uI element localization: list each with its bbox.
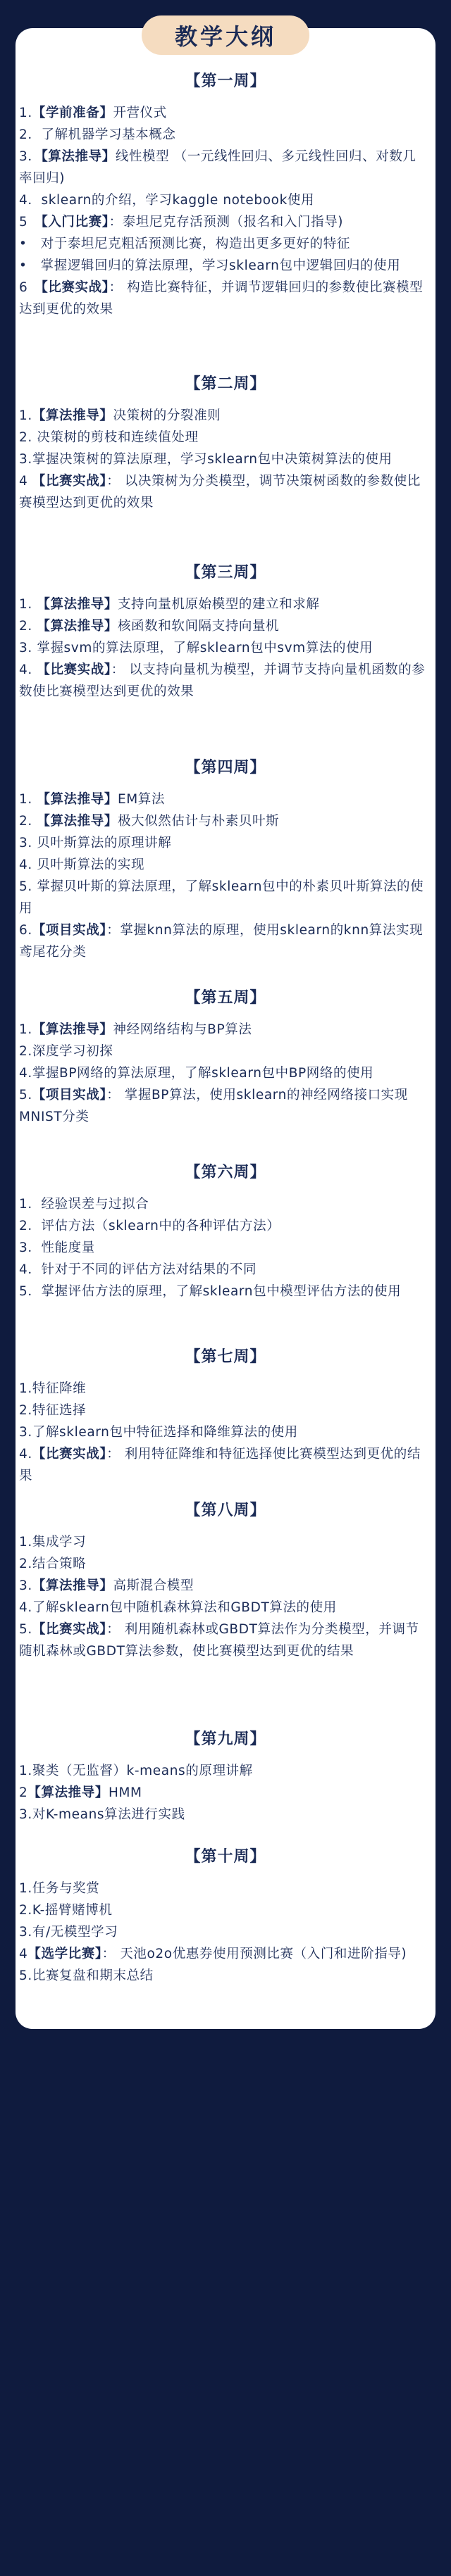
item-text: 线性模型 （一元线性回归、多元线性回归、对数几率回归) bbox=[19, 149, 416, 186]
item-number: 6 bbox=[19, 280, 42, 295]
week-items bbox=[16, 1019, 435, 1128]
week-section bbox=[16, 1727, 435, 1826]
item-text: 对K-means算法进行实践 bbox=[32, 1807, 185, 1822]
syllabus-item bbox=[19, 102, 427, 124]
week-title: 【第二周】 bbox=[185, 375, 266, 393]
syllabus-item bbox=[19, 1421, 427, 1443]
week-items bbox=[16, 593, 435, 703]
syllabus-item bbox=[19, 1597, 427, 1619]
syllabus-item bbox=[19, 124, 427, 146]
syllabus-item bbox=[19, 1575, 427, 1597]
item-text: K-摇臂赌博机 bbox=[32, 1903, 113, 1918]
syllabus-item bbox=[19, 1899, 427, 1921]
item-text: 深度学习初探 bbox=[32, 1044, 113, 1059]
syllabus-item bbox=[19, 1237, 427, 1259]
item-text: 针对于不同的评估方法对结果的不同 bbox=[41, 1262, 257, 1277]
item-text: EM算法 bbox=[117, 792, 166, 807]
item-number: 1. bbox=[19, 1881, 32, 1896]
item-text: 结合策略 bbox=[32, 1557, 87, 1571]
item-text: ： 以决策树为分类模型，调节决策树函数的参数使比赛模型达到更优的效果 bbox=[19, 474, 421, 510]
item-number: 2. bbox=[19, 1903, 32, 1918]
item-number: 3． bbox=[19, 1240, 42, 1255]
week-items bbox=[16, 1878, 435, 1987]
item-text: ： 掌握BP算法，使用sklearn的神经网络接口实现MNIST分类 bbox=[19, 1088, 408, 1124]
syllabus-item bbox=[19, 470, 427, 514]
item-tag: 【选学比赛】 bbox=[27, 1947, 102, 1961]
syllabus-item bbox=[19, 1782, 427, 1804]
item-text: ： 利用随机森林或GBDT算法作为分类模型，并调节随机森林或GBDT算法参数，使比赛模型达到更优的结果 bbox=[19, 1622, 419, 1659]
item-number: 5. bbox=[19, 1622, 32, 1637]
item-text: ： 以支持向量机为模型，并调节支持向量机函数的参数使比赛模型达到更优的效果 bbox=[19, 662, 426, 699]
item-number: 2． bbox=[19, 127, 42, 142]
item-text: 支持向量机原始模型的建立和求解 bbox=[117, 597, 320, 612]
item-text: HMM bbox=[108, 1785, 142, 1800]
item-text: 决策树的分裂准则 bbox=[113, 408, 221, 423]
item-text: 比赛复盘和期末总结 bbox=[32, 1968, 154, 1983]
item-text: 开营仪式 bbox=[113, 106, 167, 120]
item-tag: 【入门比赛】 bbox=[41, 215, 109, 230]
week-title: 【第一周】 bbox=[185, 73, 266, 90]
syllabus-item bbox=[19, 405, 427, 427]
item-tag: 【算法推导】 bbox=[41, 149, 116, 164]
item-number: 4． bbox=[19, 193, 42, 208]
week-title: 【第五周】 bbox=[185, 989, 266, 1007]
syllabus-item bbox=[19, 427, 427, 448]
syllabus-item bbox=[19, 637, 427, 659]
item-number: 1. bbox=[19, 597, 37, 612]
item-number: 5． bbox=[19, 1284, 42, 1299]
syllabus-item bbox=[19, 1878, 427, 1899]
item-tag: 【算法推导】 bbox=[27, 1785, 109, 1800]
item-tag: 【项目实战】 bbox=[32, 1088, 107, 1102]
item-number: 2. bbox=[19, 1044, 32, 1059]
item-tag: 【算法推导】 bbox=[37, 597, 118, 612]
syllabus-item bbox=[19, 1259, 427, 1281]
item-text: 了解sklearn包中随机森林算法和GBDT算法的使用 bbox=[32, 1600, 337, 1615]
item-number: 1． bbox=[19, 1197, 42, 1212]
item-number: 1. bbox=[19, 1535, 32, 1550]
item-text: 任务与奖赏 bbox=[32, 1881, 100, 1896]
item-text: ：掌握knn算法的原理，使用sklearn的knn算法实现鸢尾花分类 bbox=[19, 923, 424, 960]
syllabus-item bbox=[19, 1553, 427, 1575]
item-text: 掌握评估方法的原理，了解sklearn包中模型评估方法的使用 bbox=[41, 1284, 402, 1299]
week-title: 【第四周】 bbox=[185, 759, 266, 777]
item-number: 4. bbox=[19, 1066, 32, 1081]
syllabus-item bbox=[19, 1400, 427, 1421]
item-number: 1. bbox=[19, 1381, 32, 1396]
week-title: 【第六周】 bbox=[185, 1164, 266, 1181]
item-number: 3. bbox=[19, 1807, 32, 1822]
syllabus-item bbox=[19, 233, 427, 255]
week-items bbox=[16, 405, 435, 514]
item-number: 1. bbox=[19, 1764, 32, 1778]
item-text: 有/无模型学习 bbox=[32, 1925, 118, 1940]
item-number: 6. bbox=[19, 923, 32, 938]
week-items bbox=[16, 1378, 435, 1487]
item-text: 特征降维 bbox=[32, 1381, 87, 1396]
syllabus-item bbox=[19, 1041, 427, 1062]
item-number: 4 bbox=[19, 474, 32, 489]
item-text: 特征选择 bbox=[32, 1403, 87, 1418]
syllabus-item bbox=[19, 832, 427, 854]
syllabus-item bbox=[19, 615, 427, 637]
item-text: 了解sklearn包中特征选择和降维算法的使用 bbox=[32, 1425, 298, 1440]
item-tag: 【算法推导】 bbox=[37, 619, 118, 634]
syllabus-item bbox=[19, 1531, 427, 1553]
item-number: • bbox=[19, 258, 41, 273]
item-number: 3. bbox=[19, 836, 32, 850]
item-text: 掌握BP网络的算法原理，了解sklearn包中BP网络的使用 bbox=[32, 1066, 374, 1081]
item-tag: 【比赛实战】 bbox=[37, 662, 111, 677]
syllabus-item bbox=[19, 1019, 427, 1041]
week-section bbox=[16, 986, 435, 1128]
syllabus-item bbox=[19, 1215, 427, 1237]
item-tag: 【算法推导】 bbox=[32, 1022, 113, 1037]
syllabus-item bbox=[19, 189, 427, 211]
syllabus-item bbox=[19, 1921, 427, 1943]
item-text: ： 利用特征降维和特征选择使比赛模型达到更优的结果 bbox=[19, 1447, 421, 1483]
item-number: 3． bbox=[19, 149, 42, 164]
item-number: 2. bbox=[19, 1403, 32, 1418]
item-text: ： 构造比赛特征，并调节逻辑回归的参数使比赛模型达到更优的效果 bbox=[19, 280, 424, 317]
syllabus-item bbox=[19, 255, 427, 277]
week-items bbox=[16, 102, 435, 320]
item-tag: 【算法推导】 bbox=[32, 1578, 113, 1593]
week-title: 【第八周】 bbox=[185, 1502, 266, 1519]
item-number: 4. bbox=[19, 857, 32, 872]
syllabus-item bbox=[19, 1084, 427, 1128]
item-text: 核函数和软间隔支持向量机 bbox=[117, 619, 280, 634]
syllabus-item bbox=[19, 1760, 427, 1782]
item-number: 1. bbox=[19, 408, 32, 423]
week-items bbox=[16, 1531, 435, 1662]
item-text: 了解机器学习基本概念 bbox=[41, 127, 176, 142]
item-number: 2. bbox=[19, 430, 32, 445]
item-number: 4. bbox=[19, 662, 37, 677]
week-section bbox=[16, 1345, 435, 1487]
item-tag: 【算法推导】 bbox=[37, 814, 118, 829]
item-text: 对于泰坦尼克粗活预测比赛，构造出更多更好的特征 bbox=[40, 237, 350, 251]
syllabus-item bbox=[19, 1965, 427, 1987]
syllabus-item bbox=[19, 1619, 427, 1662]
week-title: 【第三周】 bbox=[185, 564, 266, 582]
item-text: 掌握贝叶斯的算法原理，了解sklearn包中的朴素贝叶斯算法的使用 bbox=[19, 879, 424, 916]
item-number: 3. bbox=[19, 641, 37, 655]
item-text: 神经网络结构与BP算法 bbox=[113, 1022, 252, 1037]
item-text: 贝叶斯算法的实现 bbox=[32, 857, 145, 872]
page-title: 教学大纲 bbox=[142, 15, 309, 55]
item-number: 2. bbox=[19, 619, 37, 634]
syllabus-item bbox=[19, 1443, 427, 1487]
item-text: 贝叶斯算法的原理讲解 bbox=[32, 836, 172, 850]
bottom-background bbox=[0, 2029, 451, 2576]
item-number: 4. bbox=[19, 1447, 32, 1462]
item-text: 掌握逻辑回归的算法原理，学习sklearn包中逻辑回归的使用 bbox=[40, 258, 401, 273]
item-number: 1. bbox=[19, 792, 37, 807]
item-number: 3. bbox=[19, 1425, 32, 1440]
week-items bbox=[16, 1193, 435, 1302]
item-text: sklearn的介绍，学习kaggle notebook使用 bbox=[41, 193, 315, 208]
item-text: 决策树的剪枝和连续值处理 bbox=[32, 430, 199, 445]
item-number: 3. bbox=[19, 452, 32, 467]
item-text: 极大似然估计与朴素贝叶斯 bbox=[117, 814, 280, 829]
week-title: 【第九周】 bbox=[185, 1730, 266, 1748]
week-items bbox=[16, 1760, 435, 1826]
item-number: • bbox=[19, 237, 41, 251]
item-number: 5. bbox=[19, 1968, 32, 1983]
week-title: 【第十周】 bbox=[185, 1848, 266, 1866]
week-title: 【第七周】 bbox=[185, 1348, 266, 1366]
syllabus-item bbox=[19, 876, 427, 919]
item-text: 掌握svm的算法原理，了解sklearn包中svm算法的使用 bbox=[37, 641, 373, 655]
syllabus-item bbox=[19, 277, 427, 320]
syllabus-item bbox=[19, 1062, 427, 1084]
item-tag: 【比赛实战】 bbox=[41, 280, 109, 295]
item-number: 4． bbox=[19, 1262, 42, 1277]
week-items bbox=[16, 788, 435, 963]
item-text: 掌握决策树的算法原理，学习sklearn包中决策树算法的使用 bbox=[32, 452, 393, 467]
item-number: 2. bbox=[19, 814, 37, 829]
week-section bbox=[16, 1160, 435, 1302]
item-number: 1. bbox=[19, 106, 32, 120]
syllabus-item bbox=[19, 1193, 427, 1215]
item-tag: 【算法推导】 bbox=[32, 408, 113, 423]
syllabus-item bbox=[19, 919, 427, 963]
item-number: 2 bbox=[19, 1785, 28, 1800]
item-text: 集成学习 bbox=[32, 1535, 87, 1550]
syllabus-item bbox=[19, 146, 427, 189]
syllabus-item bbox=[19, 593, 427, 615]
item-number: 3. bbox=[19, 1925, 32, 1940]
item-number: 1. bbox=[19, 1022, 32, 1037]
item-text: 聚类（无监督）k-means的原理讲解 bbox=[32, 1764, 253, 1778]
week-section bbox=[16, 560, 435, 703]
syllabus-item bbox=[19, 659, 427, 703]
item-tag: 【比赛实战】 bbox=[32, 1447, 107, 1462]
syllabus-item bbox=[19, 448, 427, 470]
syllabus-item bbox=[19, 810, 427, 832]
syllabus-item bbox=[19, 1804, 427, 1826]
item-tag: 【比赛实战】 bbox=[32, 1622, 107, 1637]
item-number: 5. bbox=[19, 1088, 32, 1102]
week-section bbox=[16, 372, 435, 514]
syllabus-item bbox=[19, 788, 427, 810]
item-number: 4. bbox=[19, 1600, 32, 1615]
item-number: 3. bbox=[19, 1578, 32, 1593]
week-section bbox=[16, 755, 435, 963]
item-number: 5 bbox=[19, 215, 42, 230]
week-section bbox=[16, 1498, 435, 1662]
item-text: 高斯混合模型 bbox=[113, 1578, 194, 1593]
item-number: 2． bbox=[19, 1219, 42, 1233]
item-number: 2. bbox=[19, 1557, 32, 1571]
syllabus-item bbox=[19, 211, 427, 233]
item-number: 4 bbox=[19, 1947, 28, 1961]
item-number: 5. bbox=[19, 879, 32, 894]
item-tag: 【算法推导】 bbox=[37, 792, 118, 807]
item-text: 经验误差与过拟合 bbox=[41, 1197, 149, 1212]
syllabus-item bbox=[19, 1378, 427, 1400]
item-text: ：泰坦尼克存活预测（报名和入门指导) bbox=[109, 215, 344, 230]
syllabus-card bbox=[16, 28, 435, 2029]
item-text: ： 天池o2o优惠券使用预测比赛（入门和进阶指导) bbox=[101, 1947, 407, 1961]
item-tag: 【学前准备】 bbox=[32, 106, 113, 120]
syllabus-item bbox=[19, 854, 427, 876]
item-text: 评估方法（sklearn中的各种评估方法） bbox=[41, 1219, 280, 1233]
item-text: 性能度量 bbox=[41, 1240, 95, 1255]
item-tag: 【比赛实战】 bbox=[32, 474, 107, 489]
syllabus-item bbox=[19, 1943, 427, 1965]
week-section bbox=[16, 69, 435, 320]
week-section bbox=[16, 1845, 435, 1987]
syllabus-item bbox=[19, 1281, 427, 1302]
item-tag: 【项目实战】 bbox=[32, 923, 107, 938]
